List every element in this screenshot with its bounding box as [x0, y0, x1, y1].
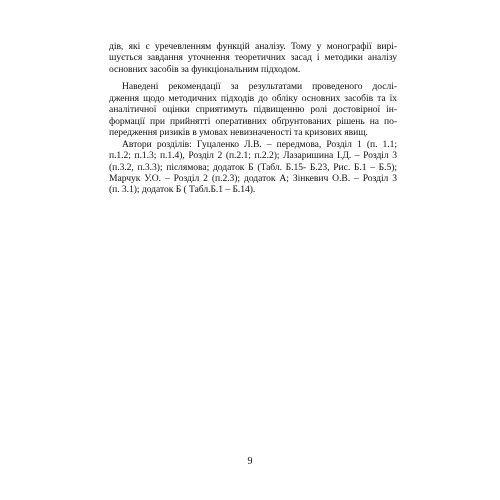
text-line: (п. 3.1); додаток Б ( Табл.Б.1 – Б.14).: [109, 184, 256, 196]
paragraph-authors: [109, 139, 397, 196]
text-line: дження щодо методичних підходів до обліку основних засобів та їх: [109, 92, 397, 104]
text-line: дів, які є уречевленням функцій аналізу. Тому у монографії вирі-: [109, 41, 397, 52]
text-line: Наведені рекомендації за результатами проведеного дослі-: [122, 81, 397, 93]
text-line: Марчук У.О. – Розділ 2 (п.2.3); додаток А; Зінкевич О.В. – Розділ 3: [109, 172, 397, 184]
text-line: Автори розділів: Гуцаленко Л.В. – передмова, Розділ 1 (п. 1.1;: [122, 138, 397, 150]
text-line: (п.3.2, п.3.3); післямова; додаток Б (Табл. Б.15- Б.23, Рис. Б.1 – Б.5);: [109, 161, 397, 173]
text-line: формації при прийнятті оперативних обґрунтованих рішень на по-: [109, 115, 397, 127]
body-text: [109, 41, 397, 196]
text-line: аналітичної оцінки сприятимуть підвищенню ролі достовірної ін-: [109, 104, 397, 116]
page-number: 9: [247, 456, 253, 467]
text-line: основних засобів за функціональним підходом.: [109, 63, 301, 75]
paragraph-recommendations: [109, 81, 397, 138]
text-line: п.1.2; п.1.3; п.1.4), Розділ 2 (п.2.1; п.2.2); Лазаришина І.Д. – Розділ 3: [109, 150, 397, 162]
text-line: передження ризиків в умовах невизначеності та кризових явищ.: [109, 127, 368, 139]
paragraph-intro-continuation: [109, 41, 397, 75]
text-line: шується завдання уточнення теоретичних засад і методики аналізу: [109, 52, 397, 64]
